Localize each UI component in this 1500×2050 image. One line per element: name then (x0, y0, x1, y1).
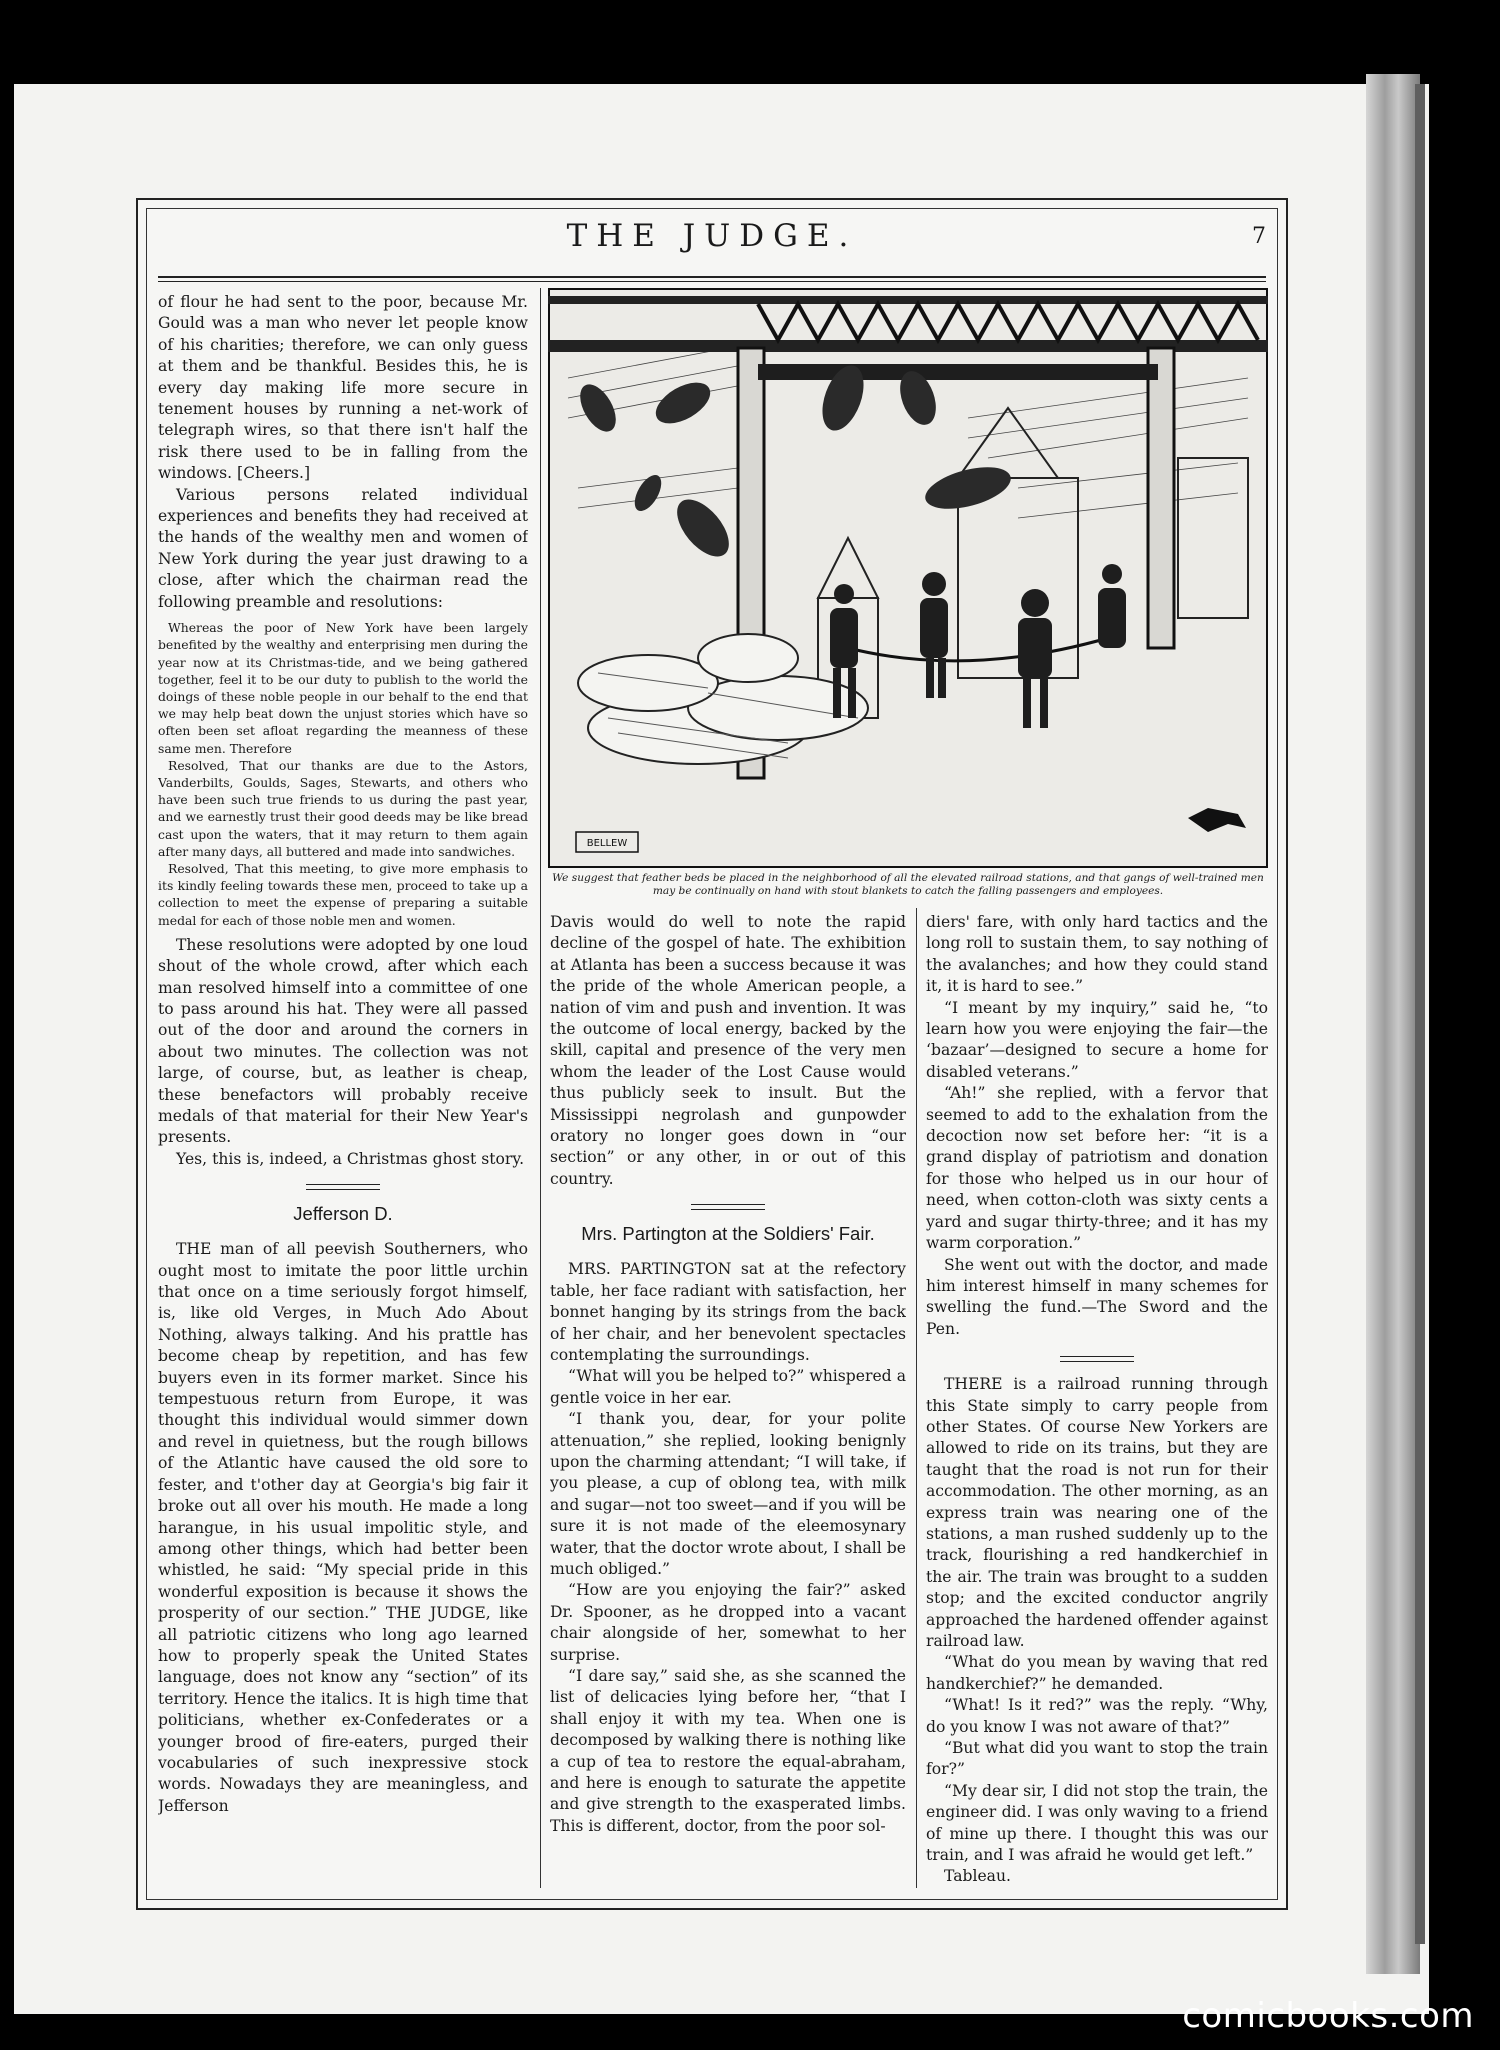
page-number: 7 (1252, 224, 1266, 249)
paragraph: of flour he had sent to the poor, because Mr. Gould was a man who never let people know of his charities; therefore, we can only guess at them and be thankful. Besides this, he is every day making life more secure in tenement houses by running a net-work of telegraph wires, so that there isn't half the risk there used to be in falling from the windows. [Cheers.] (158, 293, 528, 483)
paragraph: THERE is a railroad running through this State simply to carry people from other States. Of course New Yorkers are allowed to ride on its trains, but they are taught that the road is not run for their accommodation. The other morning, as an express train was nearing one of the stations, a man rushed suddenly up to the track, flourishing a red handkerchief in the air. The train was brought to a sudden stop; and the excited conductor angrily approached the hardened offender against railroad law. (926, 1375, 1268, 1650)
cartoon-illustration (548, 288, 1268, 868)
section-rule (691, 1204, 765, 1210)
resolution-2: Resolved, That this meeting, to give more emphasis to its kindly feeling towards these men, proceed to take up a collection to meet the expense of preparing a suitable medal for each of those noble men and women. (158, 860, 528, 928)
article-title-jefferson: Jefferson D. (293, 1203, 393, 1225)
page-edge (1366, 74, 1420, 1974)
paragraph: Tableau. (944, 1867, 1011, 1886)
paragraph: She went out with the doctor, and made him interest himself in many schemes for swelling the fund.—The Sword and the Pen. (926, 1255, 1268, 1338)
column-divider (916, 908, 917, 1888)
column-1 (158, 292, 528, 1888)
cartoon-drawing (548, 288, 1268, 868)
column-3 (926, 912, 1268, 1888)
header-rule-thin (158, 281, 1266, 282)
artist-signature: BELLEW (586, 838, 628, 849)
resolution-1: Resolved, That our thanks are due to the Astors, Vanderbilts, Goulds, Sages, Stewarts, and others who have been such true friends to us during the past year, and we earnestly trust their good deeds may be like bread cast upon the waters, that it may return to them again after many days, all buttered and made into sandwiches. (158, 757, 528, 859)
watermark: comicbooks.com (1182, 1996, 1474, 2036)
page-frame (136, 198, 1288, 1910)
paragraph: Davis would do well to note the rapid decline of the gospel of hate. The exhibition at Atlanta has been a success because it was the pride of the whole American people, a nation of vim and push and invention. It was the outcome of local energy, backed by the skill, capital and presence of the very men whom the leader of the Lost Cause would thus publicly seek to insult. But the Mississippi negrolash and gunpowder oratory no longer goes down in “our section” or any other, in or out of this country. (550, 913, 906, 1188)
column-2 (550, 912, 906, 1888)
paragraph: These resolutions were adopted by one loud shout of the whole crowd, after which each man resolved himself into a committee of one to pass around his hat. They were all passed out of the door and around the corners in about two minutes. The collection was not large, of course, but, as leather is cheap, these benefactors will probably receive medals of that material for their New Year's presents. (158, 935, 528, 1147)
paragraph: “How are you enjoying the fair?” asked Dr. Spooner, as he dropped into a vacant chair alongside of her, somewhat to her surprise. (550, 1581, 906, 1664)
paragraph: diers' fare, with only hard tactics and the long roll to sustain them, to say nothing of the avalanches; and how they could stand it, it is hard to see.” (926, 913, 1268, 996)
article-title-partington: Mrs. Partington at the Soldiers' Fair. (581, 1223, 875, 1245)
resolutions (158, 619, 528, 929)
paragraph: “My dear sir, I did not stop the train, the engineer did. I was only waving to a friend of mine up there. I thought this was our train, and I was afraid he would get left.” (926, 1781, 1268, 1865)
illustration-caption: We suggest that feather beds be placed in the neighborhood of all the elevated railroad stations, and that gangs of well-trained men may be continually on hand with stout blankets to catch the falling passengers and employees. (552, 872, 1264, 897)
paragraph: “Ah!” she replied, with a fervor that seemed to add to the exhalation from the decoction now set before her: “it is a grand display of patriotism and donation for those who helped us in our hour of need, when cotton-cloth was sixty cents a yard and sugar thirty-three; and it has my warm corporation.” (926, 1084, 1268, 1253)
paragraph: “I thank you, dear, for your polite attenuation,” she replied, looking benignly upon the charming attendant; “I will take, if you please, a cup of oblong tea, with milk and sugar—not too sweet—and if you will be sure it is not made of the eleemosynary water, that the doctor wrote about, I shall be much obliged.” (550, 1410, 906, 1578)
paragraph: Yes, this is, indeed, a Christmas ghost story. (176, 1149, 525, 1168)
paragraph: Various persons related individual experiences and benefits they had received at the hands of the wealthy men and women of New York during the year just drawing to a close, after which the chairman read the following preamble and resolutions: (158, 485, 528, 611)
paragraph: “What do you mean by waving that red handkerchief?” he demanded. (926, 1653, 1268, 1693)
paragraph: MRS. PARTINGTON sat at the refectory table, her face radiant with satisfaction, her bonnet hanging by its strings from the back of her chair, and her benevolent spectacles contemplating the surroundings. (550, 1260, 906, 1364)
section-rule (306, 1184, 380, 1190)
paragraph: “But what did you want to stop the train for?” (926, 1739, 1268, 1779)
header-rule (158, 276, 1266, 278)
paragraph: “I meant by my inquiry,” said he, “to learn how you were enjoying the fair—the ‘bazaar’—designed to secure a home for disabled veterans.” (926, 998, 1268, 1081)
paragraph: “What! Is it red?” was the reply. “Why, do you know I was not aware of that?” (926, 1696, 1268, 1736)
page-edge-shadow (1415, 84, 1425, 1944)
paragraph: “I dare say,” said she, as she scanned the list of delicacies lying before her, “that I shall enjoy it with my tea. When one is decomposed by walking there is nothing like a cup of tea to restore the equal-abraham, and here is enough to saturate the appetite and give strength to the exasperated limbs. This is different, doctor, from the poor sol- (550, 1667, 906, 1835)
masthead-title: THE JUDGE. (566, 218, 858, 254)
resolution-whereas: Whereas the poor of New York have been largely benefited by the wealthy and enterprising men during the year now at its Christmas-tide, and we being gathered together, feel it to be our duty to publish to the world the doings of these noble people in our behalf to the end that we may help beat down the unjust stories which have so often been set afloat regarding the meanness of these same men. Therefore (158, 620, 528, 756)
paragraph: THE man of all peevish Southerners, who ought most to imitate the poor little urchin that once on a time seriously forgot himself, is, like old Verges, in Much Ado About Nothing, always talking. And his prattle has become cheap by repetition, and has few buyers even in its former market. Since his tempestuous return from Europe, it was thought this individual would simmer down and revel in quietness, but the rough billows of the Atlantic have caused the old sore to fester, and t'other day at Georgia's big fair it broke out all over his mouth. He made a long harangue, in his usual impolitic style, and among other things, which had better been whistled, he said: “My special pride in this wonderful exposition is because it shows the prosperity of our section.” THE JUDGE, like all patriotic citizens who long ago learned how to properly speak the United States language, does not know any “section” of its territory. Hence the italics. It is high time that politicians, whether ex-Confederates or a younger brood of fire-eaters, purged their vocabularies of such inexpressive stock words. Nowadays they are meaningless, and Jefferson (158, 1240, 528, 1815)
column-divider (540, 288, 541, 1888)
paragraph: “What will you be helped to?” whispered a gentle voice in her ear. (550, 1367, 906, 1407)
